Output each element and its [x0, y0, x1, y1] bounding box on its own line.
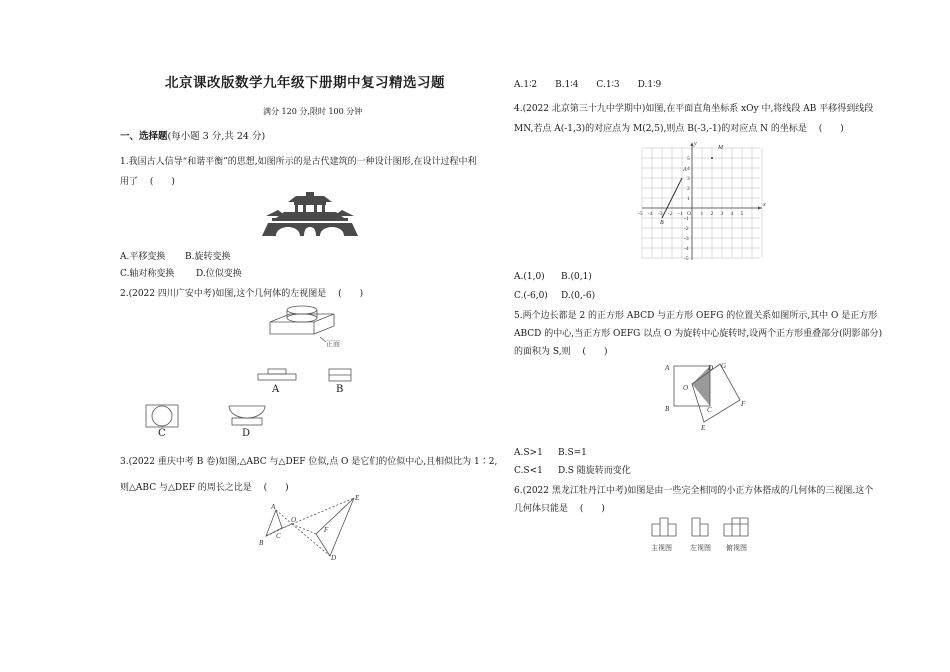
x-tick-label: 5 [740, 211, 744, 217]
x-tick-label: -1 [678, 211, 683, 217]
y-tick-label: 2 [687, 186, 690, 192]
q5-label-a: A [665, 364, 670, 372]
q2-option-d-label: D [242, 428, 251, 439]
q2-option-c-label: C [158, 428, 166, 439]
q1-option-b: B.旋转变换 [185, 252, 231, 262]
q2-option-b-figure [328, 368, 352, 382]
q2-option-a-figure [257, 368, 297, 382]
x-tick-label: 1 [700, 211, 704, 217]
q2-option-b-label: B [336, 384, 344, 395]
y-tick-label: -2 [684, 226, 689, 232]
y-tick-label: -5 [684, 256, 689, 262]
q4-x-axis-label: x [763, 202, 766, 208]
section-label: 一、选择题 [120, 131, 168, 142]
x-tick-label: -2 [668, 211, 673, 217]
q3-label-b: B [259, 539, 264, 547]
x-tick-label: -5 [638, 211, 643, 217]
q2-solid-figure [268, 300, 358, 350]
q4-option-b: B.(0,1) [561, 272, 592, 282]
section-heading [120, 131, 265, 143]
q6-stem-line1: 6.(2022 黑龙江牡丹江中考)如图是由一些完全相同的小正方体搭成的几何体的三视图.这个 [514, 486, 874, 496]
q3-label-f: F [324, 526, 329, 534]
q6-view-main: 主视图 [651, 544, 672, 552]
y-tick-label: 4 [687, 166, 690, 172]
q2-front-label: 正面 [326, 340, 340, 348]
q4-point-a: A [683, 167, 687, 173]
q3-options: A.1∶2 B.1∶4 C.1∶3 D.1∶9 [514, 80, 662, 90]
q4-y-axis-label: y [694, 141, 697, 147]
y-tick-label: -3 [684, 236, 689, 242]
q2-option-d-figure [228, 404, 266, 426]
y-tick-label: 5 [687, 156, 690, 162]
q4-coordinate-grid [640, 140, 770, 262]
q3-label-a: A [271, 503, 276, 511]
q5-option-a: A.S>1 [514, 448, 543, 458]
q4-option-c: C.(-6,0) [514, 291, 548, 301]
q6-view-left: 左视图 [690, 544, 711, 552]
q6-stem-line2: 几何体只能是 ( ) [514, 504, 605, 514]
q3-label-d: D [331, 554, 337, 562]
q2-stem: 2.(2022 四川广安中考)如图,这个几何体的左视图是 ( ) [120, 289, 364, 299]
q5-squares-figure [660, 360, 750, 432]
q3-label-e: E [355, 494, 360, 502]
y-tick-label: -1 [684, 216, 689, 222]
x-tick-label: -4 [648, 211, 653, 217]
q5-label-g: G [721, 362, 727, 370]
q4-option-d: D.(0,-6) [561, 291, 596, 301]
q3-label-o: O [291, 516, 297, 524]
q5-option-b: B.S=1 [558, 448, 587, 458]
q5-label-o: O [683, 384, 689, 392]
q4-point-b: B [660, 220, 664, 226]
q5-label-d: D [708, 364, 714, 372]
q2-option-c-figure [145, 404, 179, 428]
q6-view-top: 俯视图 [726, 544, 747, 552]
q1-stem-line1: 1.我国古人信导“和谐平衡”的思想,如图所示的是古代建筑的一种设计图形,在设计过程中利 [120, 157, 477, 167]
q6-three-views-figure [650, 516, 760, 556]
q3-stem-line1: 3.(2022 重庆中考 B 卷)如图,△ABC 与△DEF 位似,点 O 是它们的位似中心,且相似比为 1∶2, [120, 457, 498, 467]
q5-label-e: E [701, 424, 706, 432]
q4-stem-line1: 4.(2022 北京第三十九中学期中)如图,在平面直角坐标系 xOy 中,将线段 AB 平移得到线段 [514, 104, 874, 114]
q5-label-c: C [707, 406, 712, 414]
q3-homothety-figure [254, 494, 364, 560]
x-tick-label: 3 [720, 211, 724, 217]
q5-stem-line2: ABCD 的中心,当正方形 OEFG 以点 O 为旋转中心旋转时,设两个正方形重叠部分(阴影部分) [514, 329, 883, 339]
y-tick-label: 3 [687, 176, 690, 182]
page-subtitle: 满分 120 分,限时 100 分钟 [263, 107, 363, 116]
section-note: (每小题 3 分,共 24 分) [167, 131, 266, 142]
q5-stem-line3: 的面积为 S,则 ( ) [514, 347, 608, 357]
q1-stem-line2: 用了 ( ) [120, 177, 175, 187]
q5-option-c: C.S<1 [514, 466, 543, 476]
x-tick-label: 4 [730, 211, 734, 217]
q5-stem-line1: 5.两个边长都是 2 的正方形 ABCD 与正方形 OEFG 的位置关系如图所示,其中 O 是正方形 [514, 311, 878, 321]
q1-option-c: C.轴对称变换 [120, 269, 175, 279]
q4-point-m: M [718, 145, 723, 151]
q3-stem-line2: 则△ABC 与△DEF 的周长之比是 ( ) [120, 483, 289, 493]
x-tick-label: -3 [658, 211, 663, 217]
q2-option-a-label: A [272, 384, 280, 395]
q3-label-c: C [276, 532, 281, 540]
q1-option-a: A.平移变换 [120, 252, 166, 262]
q4-stem-line2: MN,若点 A(-1,3)的对应点为 M(2,5),则点 B(-3,-1)的对应点 N 的坐标是 ( ) [514, 124, 844, 134]
q5-label-b: B [665, 405, 670, 413]
y-tick-label: 1 [687, 196, 690, 202]
q1-pavilion-figure [262, 192, 358, 236]
q4-option-a: A.(1,0) [514, 272, 545, 282]
y-tick-label: -4 [684, 246, 689, 252]
x-tick-label: O [687, 211, 691, 217]
q5-label-f: F [741, 400, 746, 408]
page-title: 北京课改版数学九年级下册期中复习精选习题 [165, 75, 445, 91]
q1-option-d: D.位似变换 [196, 269, 242, 279]
x-tick-label: 2 [710, 211, 714, 217]
q5-option-d: D.S 随旋转而变化 [558, 466, 631, 476]
